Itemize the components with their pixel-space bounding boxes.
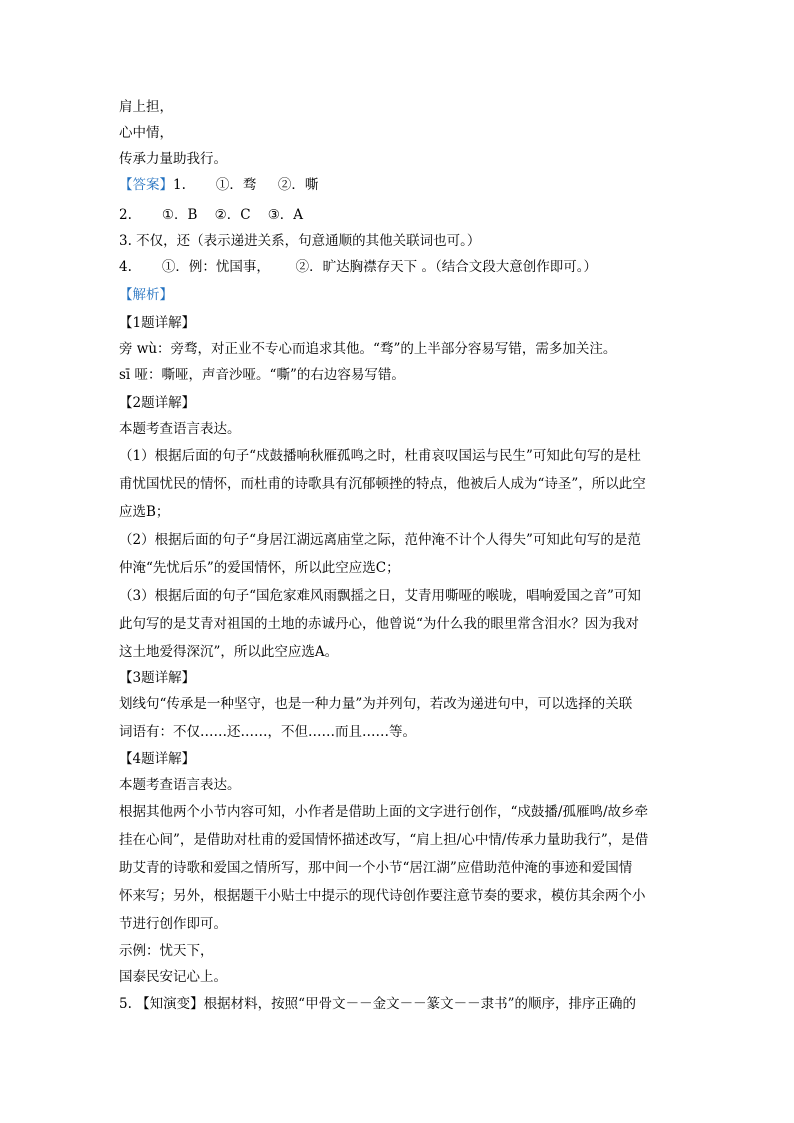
text-line: 传承力量助我行。 <box>119 151 227 167</box>
text-line: （2）根据后面的句子“身居江湖远离庙堂之际，范仲淹不计个人得失”可知此句写的是范 <box>119 532 641 548</box>
section-heading: 【1题详解】 <box>119 315 196 331</box>
text-line: 词语有：不仅……还……，不但……而且……等。 <box>119 724 416 740</box>
text-line: 2. ①．B ②．C ③．A <box>119 207 304 223</box>
text-line: 挂在心间”，是借助对杜甫的爱国情怀描述改写，“肩上担/心中情/传承力量助我行”，是借 <box>119 832 649 848</box>
question-line: 5. 【知演变】根据材料，按照“甲骨文－－金文－－篆文－－隶书”的顺序，排序正确的 <box>119 996 636 1012</box>
analysis-line <box>119 286 173 304</box>
text-line: 应选B； <box>119 504 170 520</box>
text-line: 节进行创作即可。 <box>119 916 227 932</box>
text-line: sī 哑：嘶哑，声音沙哑。“嘶”的右边容易写错。 <box>119 367 405 383</box>
section-heading: 【3题详解】 <box>119 670 196 686</box>
text-line: 4. ①．例：忧国事， ②．旷达胸襟存天下 。（结合文段大意创作即可。） <box>119 259 597 275</box>
text-line: 仲淹“先忧后乐”的爱国情怀，所以此空应选C； <box>119 560 400 576</box>
text-line: 怀来写；另外，根据题干小贴士中提示的现代诗创作要注意节奏的要求，模仿其余两个小 <box>119 888 646 904</box>
text-line: 甫忧国忧民的情怀，而杜甫的诗歌具有沉郁顿挫的特点，他被后人成为“诗圣”，所以此空 <box>119 476 646 492</box>
text-line: 本题考查语言表达。 <box>119 777 241 793</box>
section-heading: 【4题详解】 <box>119 751 196 767</box>
text-line: 肩上担， <box>119 99 173 115</box>
text-line: 心中情， <box>119 125 173 141</box>
text-line: 旁 wù：旁骛，对正业不专心而追求其他。“骛”的上半部分容易写错，需多加关注。 <box>119 341 617 357</box>
text-line: 划线句“传承是一种坚守，也是一种力量”为并列句，若改为递进句中，可以选择的关联 <box>119 696 633 712</box>
answer-line: 【答案】1. ①．骛 ②．嘶 <box>119 177 319 193</box>
answer-tag: 【答案】 <box>119 177 173 193</box>
text-line: 3. 不仅，还（表示递进关系，句意通顺的其他关联词也可。） <box>119 233 481 249</box>
text-line: 本题考查语言表达。 <box>119 421 241 437</box>
text-line: 这土地爱得深沉”，所以此空应选A。 <box>119 644 339 660</box>
text-line: 此句写的是艾青对祖国的土地的赤诚丹心，他曾说“为什么我的眼里常含泪水？因为我对 <box>119 616 639 632</box>
text-line: 国泰民安记心上。 <box>119 969 227 985</box>
section-heading: 【2题详解】 <box>119 395 196 411</box>
text-line: （3）根据后面的句子“国危家难风雨飘摇之日，艾青用嘶哑的喉咙，唱响爱国之音”可知 <box>119 588 641 604</box>
text-line: 助艾青的诗歌和爱国之情所写，那中间一个小节“居江湖”应借助范仲淹的事迹和爱国情 <box>119 860 633 876</box>
text-line: 示例：忧天下， <box>119 943 214 959</box>
text-line: 根据其他两个小节内容可知，小作者是借助上面的文字进行创作，“戍鼓播/孤雁鸣/故乡牵 <box>119 804 648 820</box>
analysis-tag: 【解析】 <box>119 287 173 303</box>
text-line: （1）根据后面的句子“戍鼓播响秋雁孤鸣之时，杜甫哀叹国运与民生”可知此句写的是杜 <box>119 448 641 464</box>
